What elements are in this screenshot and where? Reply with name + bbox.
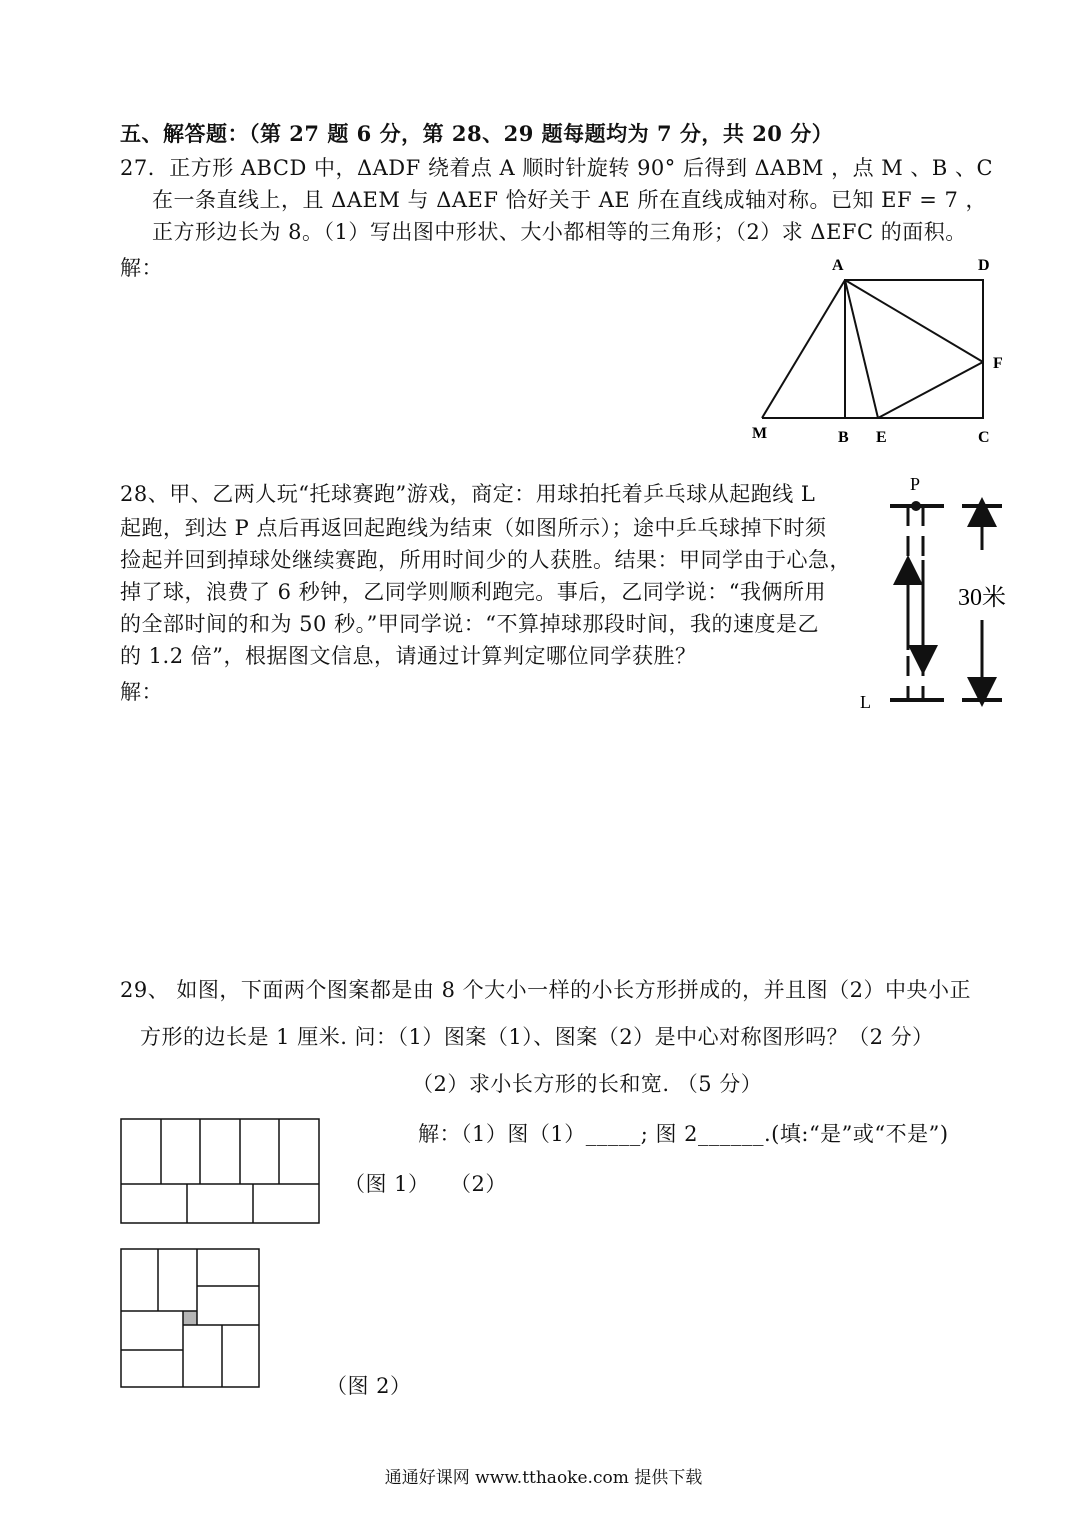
figure-1-outline — [121, 1119, 319, 1223]
q28-answer-label: 解： — [120, 680, 163, 704]
figure-2 — [120, 1248, 262, 1390]
label-e: E — [876, 429, 887, 446]
q29-line-3: （2）求小长方形的长和宽. （5 分） — [412, 1072, 763, 1096]
label-c: C — [978, 429, 990, 446]
label-b: B — [838, 429, 849, 446]
q28-line-2: 起跑，到达 P 点后再返回起跑线为结束（如图所示）；途中乒乓球掉下时须 — [120, 516, 827, 540]
label-p: P — [910, 474, 921, 494]
q27-line-3: 正方形边长为 8。（1）写出图中形状、大小都相等的三角形；（2）求 ΔEFC 的面积。 — [152, 220, 967, 244]
q28-line-1: 28、甲、乙两人玩“托球赛跑”游戏，商定：用球拍托着乒乓球从起跑线 L — [120, 482, 816, 506]
q27-line-2: 在一条直线上，且 ΔAEM 与 ΔAEF 恰好关于 AE 所在直线成轴对称。已知 EF = 7 ， — [152, 188, 987, 212]
segment-am — [762, 280, 845, 418]
q28-line-5: 的全部时间的和为 50 秒。”甲同学说：“不算掉球那段时间，我的速度是乙 — [120, 612, 820, 636]
fig2-caption: （图 2） — [326, 1374, 412, 1398]
fig1-caption: （图 1） — [344, 1172, 430, 1196]
q27-figure — [740, 250, 1010, 450]
part2-label: （2） — [450, 1172, 507, 1196]
footer-source: 通通好课网 www.tthaoke.com 提供下载 — [384, 1468, 703, 1488]
label-f: F — [993, 355, 1003, 372]
q28-line-6: 的 1.2 倍”，根据图文信息，请通过计算判定哪位同学获胜？ — [120, 644, 697, 668]
figure-1 — [120, 1118, 322, 1226]
section-title: 五、解答题：（第 27 题 6 分，第 28、29 题每题均为 7 分，共 20 分） — [120, 121, 834, 146]
q28-line-3: 捡起并回到掉球处继续赛跑，所用时间少的人获胜。结果：甲同学由于心急， — [120, 548, 851, 572]
segment-af — [845, 280, 983, 362]
q28-line-4: 掉了球，浪费了 6 秒钟，乙同学则顺利跑完。事后，乙同学说：“我俩所用 — [120, 580, 826, 604]
q28-figure — [850, 470, 1020, 720]
q27-answer-label: 解： — [120, 256, 163, 280]
distance-label: 30米 — [958, 585, 1006, 611]
q29-answer-line: 解：（1）图（1）_____; 图 2______.(填:“是”或“不是”) — [418, 1122, 949, 1146]
label-l: L — [860, 692, 871, 712]
point-p — [911, 501, 921, 511]
q29-line-1: 29、 如图，下面两个图案都是由 8 个大小一样的小长方形拼成的，并且图（2）中央小正 — [120, 978, 971, 1002]
q27-line-1: 27．正方形 ABCD 中，ΔADF 绕着点 A 顺时针旋转 90° 后得到 ΔABM ，点 M 、B 、C — [120, 156, 994, 180]
label-m: M — [752, 425, 768, 442]
label-a: A — [832, 257, 844, 274]
segment-ae — [845, 280, 878, 418]
label-d: D — [978, 257, 990, 274]
segment-ef — [878, 362, 983, 418]
center-small-square — [183, 1311, 197, 1325]
q29-line-2: 方形的边长是 1 厘米. 问：（1）图案（1）、图案（2）是中心对称图形吗？（2 分） — [140, 1025, 934, 1049]
